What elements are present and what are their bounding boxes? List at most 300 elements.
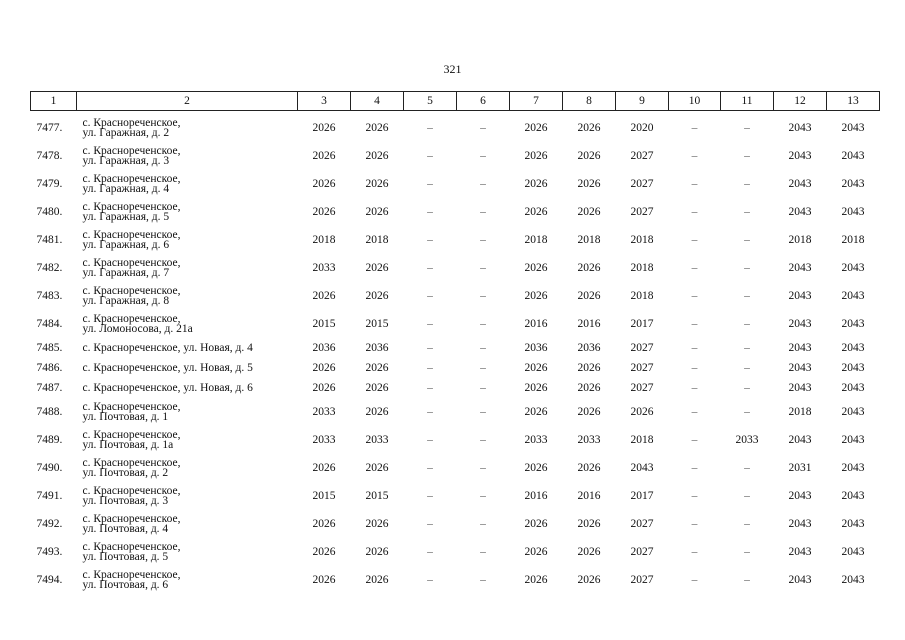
cell-col-4: 2036 (365, 341, 389, 354)
cell-col-4: 2026 (365, 405, 389, 418)
cell-col-12: 2043 (788, 341, 812, 354)
row-number: 7493. (36, 545, 63, 558)
cell-col-3: 2026 (312, 381, 336, 394)
cell-col-9: 2027 (630, 177, 654, 190)
cell-col-4: 2026 (365, 361, 389, 374)
cell-col-8: 2026 (577, 205, 601, 218)
address-cell (77, 398, 298, 426)
address-cell (77, 482, 298, 510)
cell-col-7: 2026 (524, 149, 548, 162)
address-line: с. Краснореченское, (82, 313, 181, 325)
cell-col-12: 2043 (788, 517, 812, 530)
address-cell (77, 566, 298, 594)
cell-col-7: 2026 (524, 381, 548, 394)
cell-col-11: – (744, 149, 750, 162)
cell-col-8: 2026 (577, 289, 601, 302)
cell-col-13: 2043 (841, 573, 865, 586)
cell-col-12: 2043 (788, 381, 812, 394)
row-number: 7478. (36, 149, 63, 162)
address-cell (77, 282, 298, 310)
address-line: с. Краснореченское, (82, 229, 181, 241)
cell-col-7: 2026 (524, 289, 548, 302)
cell-col-7: 2026 (524, 261, 548, 274)
address-line: с. Краснореченское, (82, 285, 181, 297)
cell-col-12: 2043 (788, 261, 812, 274)
cell-col-5: – (427, 289, 433, 302)
cell-col-8: 2016 (577, 317, 601, 330)
table-body (31, 111, 880, 595)
address-line: ул. Почтовая, д. 4 (82, 523, 169, 535)
cell-col-10: – (691, 121, 698, 134)
address-cell (77, 378, 298, 398)
cell-col-6: – (480, 361, 486, 374)
cell-col-8: 2026 (577, 361, 601, 374)
cell-col-4: 2026 (365, 573, 389, 586)
row-number: 7481. (36, 233, 63, 246)
table-row (31, 510, 880, 538)
cell-col-6: – (480, 177, 486, 190)
cell-col-8: 2026 (577, 177, 601, 190)
cell-col-9: 2027 (630, 545, 654, 558)
cell-col-9: 2027 (630, 573, 654, 586)
cell-col-12: 2043 (788, 433, 812, 446)
cell-col-9: 2027 (630, 149, 654, 162)
address-line: с. Краснореченское, (82, 257, 181, 269)
address-line: ул. Гаражная, д. 4 (82, 183, 170, 195)
table-row (31, 454, 880, 482)
address-line: ул. Ломоносова, д. 21а (82, 323, 193, 335)
column-header-7: 7 (510, 92, 563, 111)
row-number: 7489. (36, 433, 63, 446)
row-number: 7487. (36, 381, 63, 394)
cell-col-8: 2026 (577, 261, 601, 274)
cell-col-3: 2033 (312, 261, 336, 274)
registry-table (30, 91, 880, 594)
cell-col-12: 2043 (788, 361, 812, 374)
cell-col-8: 2016 (577, 489, 601, 502)
cell-col-13: 2043 (841, 545, 865, 558)
cell-col-10: – (691, 381, 698, 394)
cell-col-5: – (427, 233, 433, 246)
cell-col-3: 2026 (312, 545, 336, 558)
address-line: с. Краснореченское, ул. Новая, д. 6 (82, 382, 253, 394)
table-row (31, 142, 880, 170)
column-header-1: 1 (31, 92, 77, 111)
cell-col-11: 2033 (735, 433, 759, 446)
address-line: ул. Гаражная, д. 6 (82, 239, 170, 251)
cell-col-5: – (427, 121, 433, 134)
row-number: 7486. (36, 361, 63, 374)
cell-col-6: – (480, 289, 486, 302)
cell-col-7: 2033 (524, 433, 548, 446)
cell-col-7: 2026 (524, 545, 548, 558)
cell-col-10: – (691, 461, 698, 474)
address-cell (77, 538, 298, 566)
cell-col-4: 2015 (365, 317, 389, 330)
table-row (31, 310, 880, 338)
cell-col-13: 2043 (841, 517, 865, 530)
address-line: ул. Почтовая, д. 6 (82, 579, 169, 591)
cell-col-3: 2026 (312, 461, 336, 474)
cell-col-4: 2026 (365, 381, 389, 394)
cell-col-4: 2026 (365, 517, 389, 530)
cell-col-5: – (427, 341, 433, 354)
address-line: ул. Гаражная, д. 3 (82, 155, 170, 167)
cell-col-5: – (427, 381, 433, 394)
address-cell (77, 226, 298, 254)
cell-col-4: 2026 (365, 289, 389, 302)
cell-col-7: 2016 (524, 317, 548, 330)
cell-col-5: – (427, 205, 433, 218)
cell-col-5: – (427, 317, 433, 330)
cell-col-12: 2043 (788, 545, 812, 558)
address-line: с. Краснореченское, (82, 201, 181, 213)
cell-col-10: – (691, 341, 698, 354)
cell-col-11: – (744, 573, 750, 586)
cell-col-10: – (691, 405, 698, 418)
cell-col-5: – (427, 149, 433, 162)
cell-col-13: 2043 (841, 361, 865, 374)
row-number: 7483. (36, 289, 63, 302)
table-row (31, 254, 880, 282)
cell-col-11: – (744, 177, 750, 190)
cell-col-8: 2026 (577, 573, 601, 586)
address-line: ул. Гаражная, д. 8 (82, 295, 170, 307)
cell-col-7: 2026 (524, 177, 548, 190)
cell-col-7: 2016 (524, 489, 548, 502)
cell-col-5: – (427, 361, 433, 374)
cell-col-3: 2026 (312, 573, 336, 586)
cell-col-7: 2018 (524, 233, 548, 246)
cell-col-3: 2033 (312, 433, 336, 446)
cell-col-11: – (744, 517, 750, 530)
cell-col-9: 2027 (630, 381, 654, 394)
cell-col-12: 2043 (788, 317, 812, 330)
cell-col-9: 2017 (630, 317, 654, 330)
row-number: 7491. (36, 489, 63, 502)
cell-col-6: – (480, 233, 486, 246)
cell-col-5: – (427, 461, 433, 474)
cell-col-9: 2027 (630, 361, 654, 374)
cell-col-3: 2033 (312, 405, 336, 418)
cell-col-7: 2026 (524, 121, 548, 134)
cell-col-11: – (744, 233, 750, 246)
cell-col-10: – (691, 205, 698, 218)
cell-col-3: 2018 (312, 233, 336, 246)
cell-col-13: 2043 (841, 121, 865, 134)
cell-col-9: 2027 (630, 341, 654, 354)
address-line: ул. Почтовая, д. 3 (82, 495, 169, 507)
address-cell (77, 111, 298, 143)
address-cell (77, 310, 298, 338)
row-number: 7494. (36, 573, 63, 586)
row-number: 7485. (36, 341, 63, 354)
cell-col-12: 2018 (788, 233, 812, 246)
column-header-13: 13 (827, 92, 880, 111)
cell-col-3: 2026 (312, 121, 336, 134)
cell-col-6: – (480, 545, 486, 558)
address-line: с. Краснореченское, (82, 401, 181, 413)
address-cell (77, 170, 298, 198)
address-cell (77, 454, 298, 482)
cell-col-8: 2018 (577, 233, 601, 246)
address-line: ул. Гаражная, д. 7 (82, 267, 170, 279)
cell-col-7: 2026 (524, 517, 548, 530)
cell-col-13: 2043 (841, 205, 865, 218)
cell-col-4: 2026 (365, 177, 389, 190)
cell-col-5: – (427, 177, 433, 190)
cell-col-10: – (691, 517, 698, 530)
table-row (31, 426, 880, 454)
cell-col-9: 2018 (630, 433, 654, 446)
cell-col-11: – (744, 405, 750, 418)
cell-col-9: 2020 (630, 121, 654, 134)
cell-col-13: 2043 (841, 341, 865, 354)
table-row (31, 398, 880, 426)
column-header-4: 4 (351, 92, 404, 111)
row-number: 7480. (36, 205, 63, 218)
address-cell (77, 198, 298, 226)
cell-col-3: 2026 (312, 177, 336, 190)
cell-col-10: – (691, 233, 698, 246)
cell-col-13: 2043 (841, 381, 865, 394)
cell-col-10: – (691, 489, 698, 502)
row-number: 7492. (36, 517, 63, 530)
column-header-5: 5 (404, 92, 457, 111)
address-line: с. Краснореченское, (82, 429, 181, 441)
cell-col-12: 2043 (788, 177, 812, 190)
row-number: 7479. (36, 177, 63, 190)
cell-col-7: 2026 (524, 205, 548, 218)
address-line: с. Краснореченское, (82, 117, 181, 129)
cell-col-10: – (691, 433, 698, 446)
table-row (31, 358, 880, 378)
cell-col-8: 2026 (577, 121, 601, 134)
cell-col-12: 2043 (788, 205, 812, 218)
cell-col-6: – (480, 341, 486, 354)
cell-col-7: 2026 (524, 573, 548, 586)
column-header-3: 3 (298, 92, 351, 111)
address-line: ул. Гаражная, д. 5 (82, 211, 170, 223)
cell-col-13: 2043 (841, 461, 865, 474)
cell-col-12: 2043 (788, 489, 812, 502)
cell-col-8: 2026 (577, 545, 601, 558)
address-cell (77, 142, 298, 170)
row-number: 7490. (36, 461, 63, 474)
table-row (31, 170, 880, 198)
cell-col-3: 2015 (312, 317, 336, 330)
cell-col-6: – (480, 149, 486, 162)
address-cell (77, 338, 298, 358)
cell-col-12: 2043 (788, 289, 812, 302)
cell-col-8: 2033 (577, 433, 601, 446)
cell-col-5: – (427, 433, 433, 446)
cell-col-10: – (691, 261, 698, 274)
cell-col-5: – (427, 261, 433, 274)
cell-col-12: 2043 (788, 573, 812, 586)
cell-col-6: – (480, 121, 486, 134)
cell-col-10: – (691, 289, 698, 302)
cell-col-3: 2036 (312, 341, 336, 354)
cell-col-4: 2033 (365, 433, 389, 446)
cell-col-13: 2043 (841, 405, 865, 418)
cell-col-4: 2015 (365, 489, 389, 502)
address-line: с. Краснореченское, (82, 569, 181, 581)
cell-col-8: 2026 (577, 517, 601, 530)
cell-col-6: – (480, 573, 486, 586)
address-line: с. Краснореченское, (82, 173, 181, 185)
cell-col-8: 2026 (577, 381, 601, 394)
cell-col-11: – (744, 261, 750, 274)
cell-col-6: – (480, 489, 486, 502)
cell-col-8: 2026 (577, 149, 601, 162)
page-number: 321 (443, 62, 462, 76)
cell-col-3: 2026 (312, 149, 336, 162)
cell-col-9: 2018 (630, 261, 654, 274)
address-line: ул. Почтовая, д. 2 (82, 467, 169, 479)
cell-col-13: 2018 (841, 233, 865, 246)
table-row (31, 566, 880, 594)
column-header-6: 6 (457, 92, 510, 111)
cell-col-9: 2018 (630, 233, 654, 246)
address-line: с. Краснореченское, ул. Новая, д. 5 (82, 362, 253, 374)
cell-col-11: – (744, 381, 750, 394)
address-line: с. Краснореченское, (82, 145, 181, 157)
cell-col-5: – (427, 545, 433, 558)
row-number: 7477. (36, 121, 63, 134)
cell-col-12: 2018 (788, 405, 812, 418)
cell-col-7: 2036 (524, 341, 548, 354)
cell-col-6: – (480, 405, 486, 418)
cell-col-10: – (691, 545, 698, 558)
cell-col-4: 2026 (365, 545, 389, 558)
address-cell (77, 426, 298, 454)
column-header-2: 2 (77, 92, 298, 111)
cell-col-7: 2026 (524, 461, 548, 474)
cell-col-4: 2026 (365, 121, 389, 134)
cell-col-8: 2026 (577, 405, 601, 418)
cell-col-11: – (744, 361, 750, 374)
address-cell (77, 358, 298, 378)
table-row (31, 378, 880, 398)
row-number: 7488. (36, 405, 63, 418)
cell-col-11: – (744, 289, 750, 302)
cell-col-11: – (744, 121, 750, 134)
column-header-11: 11 (721, 92, 774, 111)
cell-col-13: 2043 (841, 149, 865, 162)
cell-col-8: 2036 (577, 341, 601, 354)
cell-col-3: 2026 (312, 517, 336, 530)
cell-col-11: – (744, 205, 750, 218)
address-line: с. Краснореченское, (82, 457, 181, 469)
cell-col-5: – (427, 405, 433, 418)
cell-col-13: 2043 (841, 261, 865, 274)
cell-col-10: – (691, 573, 698, 586)
cell-col-9: 2026 (630, 405, 654, 418)
cell-col-4: 2026 (365, 461, 389, 474)
cell-col-6: – (480, 381, 486, 394)
cell-col-6: – (480, 261, 486, 274)
row-number: 7482. (36, 261, 63, 274)
cell-col-6: – (480, 461, 486, 474)
table-row (31, 226, 880, 254)
cell-col-13: 2043 (841, 317, 865, 330)
table-row (31, 538, 880, 566)
address-line: ул. Почтовая, д. 5 (82, 551, 169, 563)
cell-col-13: 2043 (841, 433, 865, 446)
column-header-9: 9 (616, 92, 669, 111)
cell-col-3: 2015 (312, 489, 336, 502)
column-header-8: 8 (563, 92, 616, 111)
cell-col-4: 2026 (365, 261, 389, 274)
cell-col-5: – (427, 489, 433, 502)
address-line: с. Краснореченское, (82, 513, 181, 525)
cell-col-12: 2031 (788, 461, 812, 474)
address-line: ул. Почтовая, д. 1а (82, 439, 174, 451)
cell-col-13: 2043 (841, 489, 865, 502)
cell-col-7: 2026 (524, 361, 548, 374)
cell-col-5: – (427, 573, 433, 586)
cell-col-12: 2043 (788, 121, 812, 134)
cell-col-11: – (744, 489, 750, 502)
cell-col-6: – (480, 205, 486, 218)
cell-col-10: – (691, 149, 698, 162)
cell-col-3: 2026 (312, 361, 336, 374)
table-row (31, 198, 880, 226)
table-row (31, 282, 880, 310)
address-line: ул. Почтовая, д. 1 (82, 411, 169, 423)
cell-col-11: – (744, 341, 750, 354)
cell-col-4: 2026 (365, 205, 389, 218)
cell-col-13: 2043 (841, 289, 865, 302)
cell-col-10: – (691, 317, 698, 330)
cell-col-3: 2026 (312, 289, 336, 302)
address-line: с. Краснореченское, (82, 541, 181, 553)
cell-col-5: – (427, 517, 433, 530)
cell-col-3: 2026 (312, 205, 336, 218)
table-row (31, 338, 880, 358)
header-row (31, 92, 880, 111)
table-row (31, 111, 880, 143)
cell-col-11: – (744, 317, 750, 330)
cell-col-6: – (480, 433, 486, 446)
column-header-12: 12 (774, 92, 827, 111)
cell-col-10: – (691, 361, 698, 374)
address-cell (77, 510, 298, 538)
cell-col-6: – (480, 317, 486, 330)
address-cell (77, 254, 298, 282)
cell-col-11: – (744, 461, 750, 474)
cell-col-8: 2026 (577, 461, 601, 474)
cell-col-12: 2043 (788, 149, 812, 162)
cell-col-9: 2027 (630, 517, 654, 530)
cell-col-9: 2017 (630, 489, 654, 502)
address-line: с. Краснореченское, ул. Новая, д. 4 (82, 342, 253, 354)
column-header-10: 10 (669, 92, 721, 111)
cell-col-10: – (691, 177, 698, 190)
cell-col-9: 2018 (630, 289, 654, 302)
address-line: с. Краснореченское, (82, 485, 181, 497)
cell-col-9: 2043 (630, 461, 654, 474)
address-line: ул. Гаражная, д. 2 (82, 127, 170, 139)
cell-col-7: 2026 (524, 405, 548, 418)
cell-col-4: 2018 (365, 233, 389, 246)
cell-col-11: – (744, 545, 750, 558)
table-row (31, 482, 880, 510)
row-number: 7484. (36, 317, 63, 330)
cell-col-13: 2043 (841, 177, 865, 190)
cell-col-9: 2027 (630, 205, 654, 218)
